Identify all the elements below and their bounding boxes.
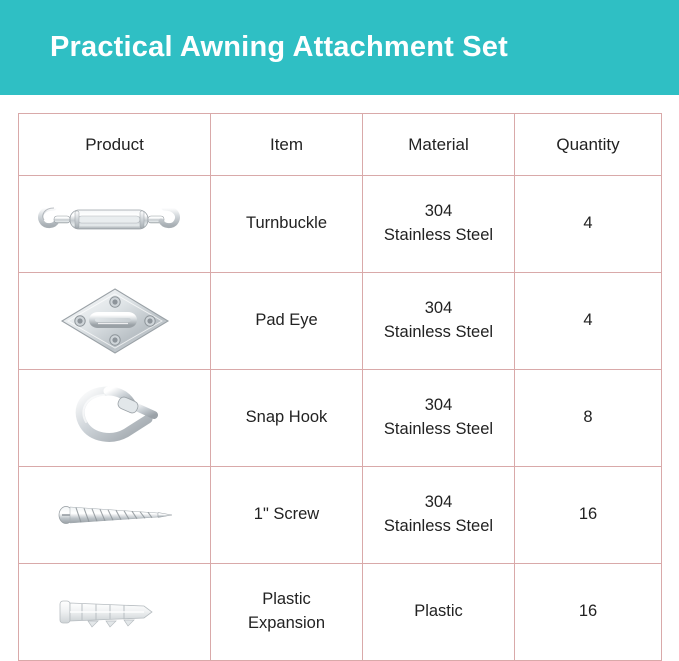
page-title: Practical Awning Attachment Set — [50, 31, 508, 63]
quantity-cell: 16 — [515, 564, 662, 661]
item-cell — [211, 564, 363, 661]
column-header-material: Material — [363, 114, 515, 176]
material-cell — [363, 467, 515, 564]
material-cell: Plastic — [363, 564, 515, 661]
screw-icon — [19, 468, 210, 563]
table-row — [19, 273, 662, 370]
material-cell — [363, 273, 515, 370]
quantity-cell: 8 — [515, 370, 662, 467]
product-image-cell — [19, 564, 211, 661]
material-line-1: 304 — [424, 299, 453, 318]
table-row — [19, 467, 662, 564]
quantity-cell: 16 — [515, 467, 662, 564]
header-banner — [0, 0, 679, 95]
item-cell: Snap Hook — [211, 370, 363, 467]
table-body — [19, 176, 662, 661]
material-line-2: Stainless Steel — [383, 517, 494, 535]
table-head — [19, 114, 662, 176]
material-cell — [363, 370, 515, 467]
pad-eye-icon — [19, 274, 210, 369]
material-line-2: Stainless Steel — [383, 420, 494, 438]
item-cell: 1" Screw — [211, 467, 363, 564]
snap-hook-icon — [19, 371, 210, 466]
column-header-quantity: Quantity — [515, 114, 662, 176]
material-line-1: 304 — [424, 202, 453, 221]
product-image-cell — [19, 273, 211, 370]
table-header-row — [19, 114, 662, 176]
item-line-2: Expansion — [247, 614, 326, 632]
product-image-cell — [19, 370, 211, 467]
material-line-2: Stainless Steel — [383, 226, 494, 244]
plastic-expansion-anchor-icon — [19, 565, 210, 660]
turnbuckle-icon — [19, 177, 210, 272]
item-cell: Pad Eye — [211, 273, 363, 370]
spec-table-container — [0, 95, 679, 661]
material-cell — [363, 176, 515, 273]
item-line-1: Plastic — [262, 590, 311, 609]
item-cell: Turnbuckle — [211, 176, 363, 273]
quantity-cell: 4 — [515, 176, 662, 273]
column-header-item: Item — [211, 114, 363, 176]
material-line-2: Stainless Steel — [383, 323, 494, 341]
table-row — [19, 564, 662, 661]
quantity-cell: 4 — [515, 273, 662, 370]
material-line-1: 304 — [424, 396, 453, 415]
product-image-cell — [19, 467, 211, 564]
table-row — [19, 370, 662, 467]
column-header-product: Product — [19, 114, 211, 176]
spec-table — [18, 113, 662, 661]
table-row — [19, 176, 662, 273]
material-line-1: 304 — [424, 493, 453, 512]
product-image-cell — [19, 176, 211, 273]
